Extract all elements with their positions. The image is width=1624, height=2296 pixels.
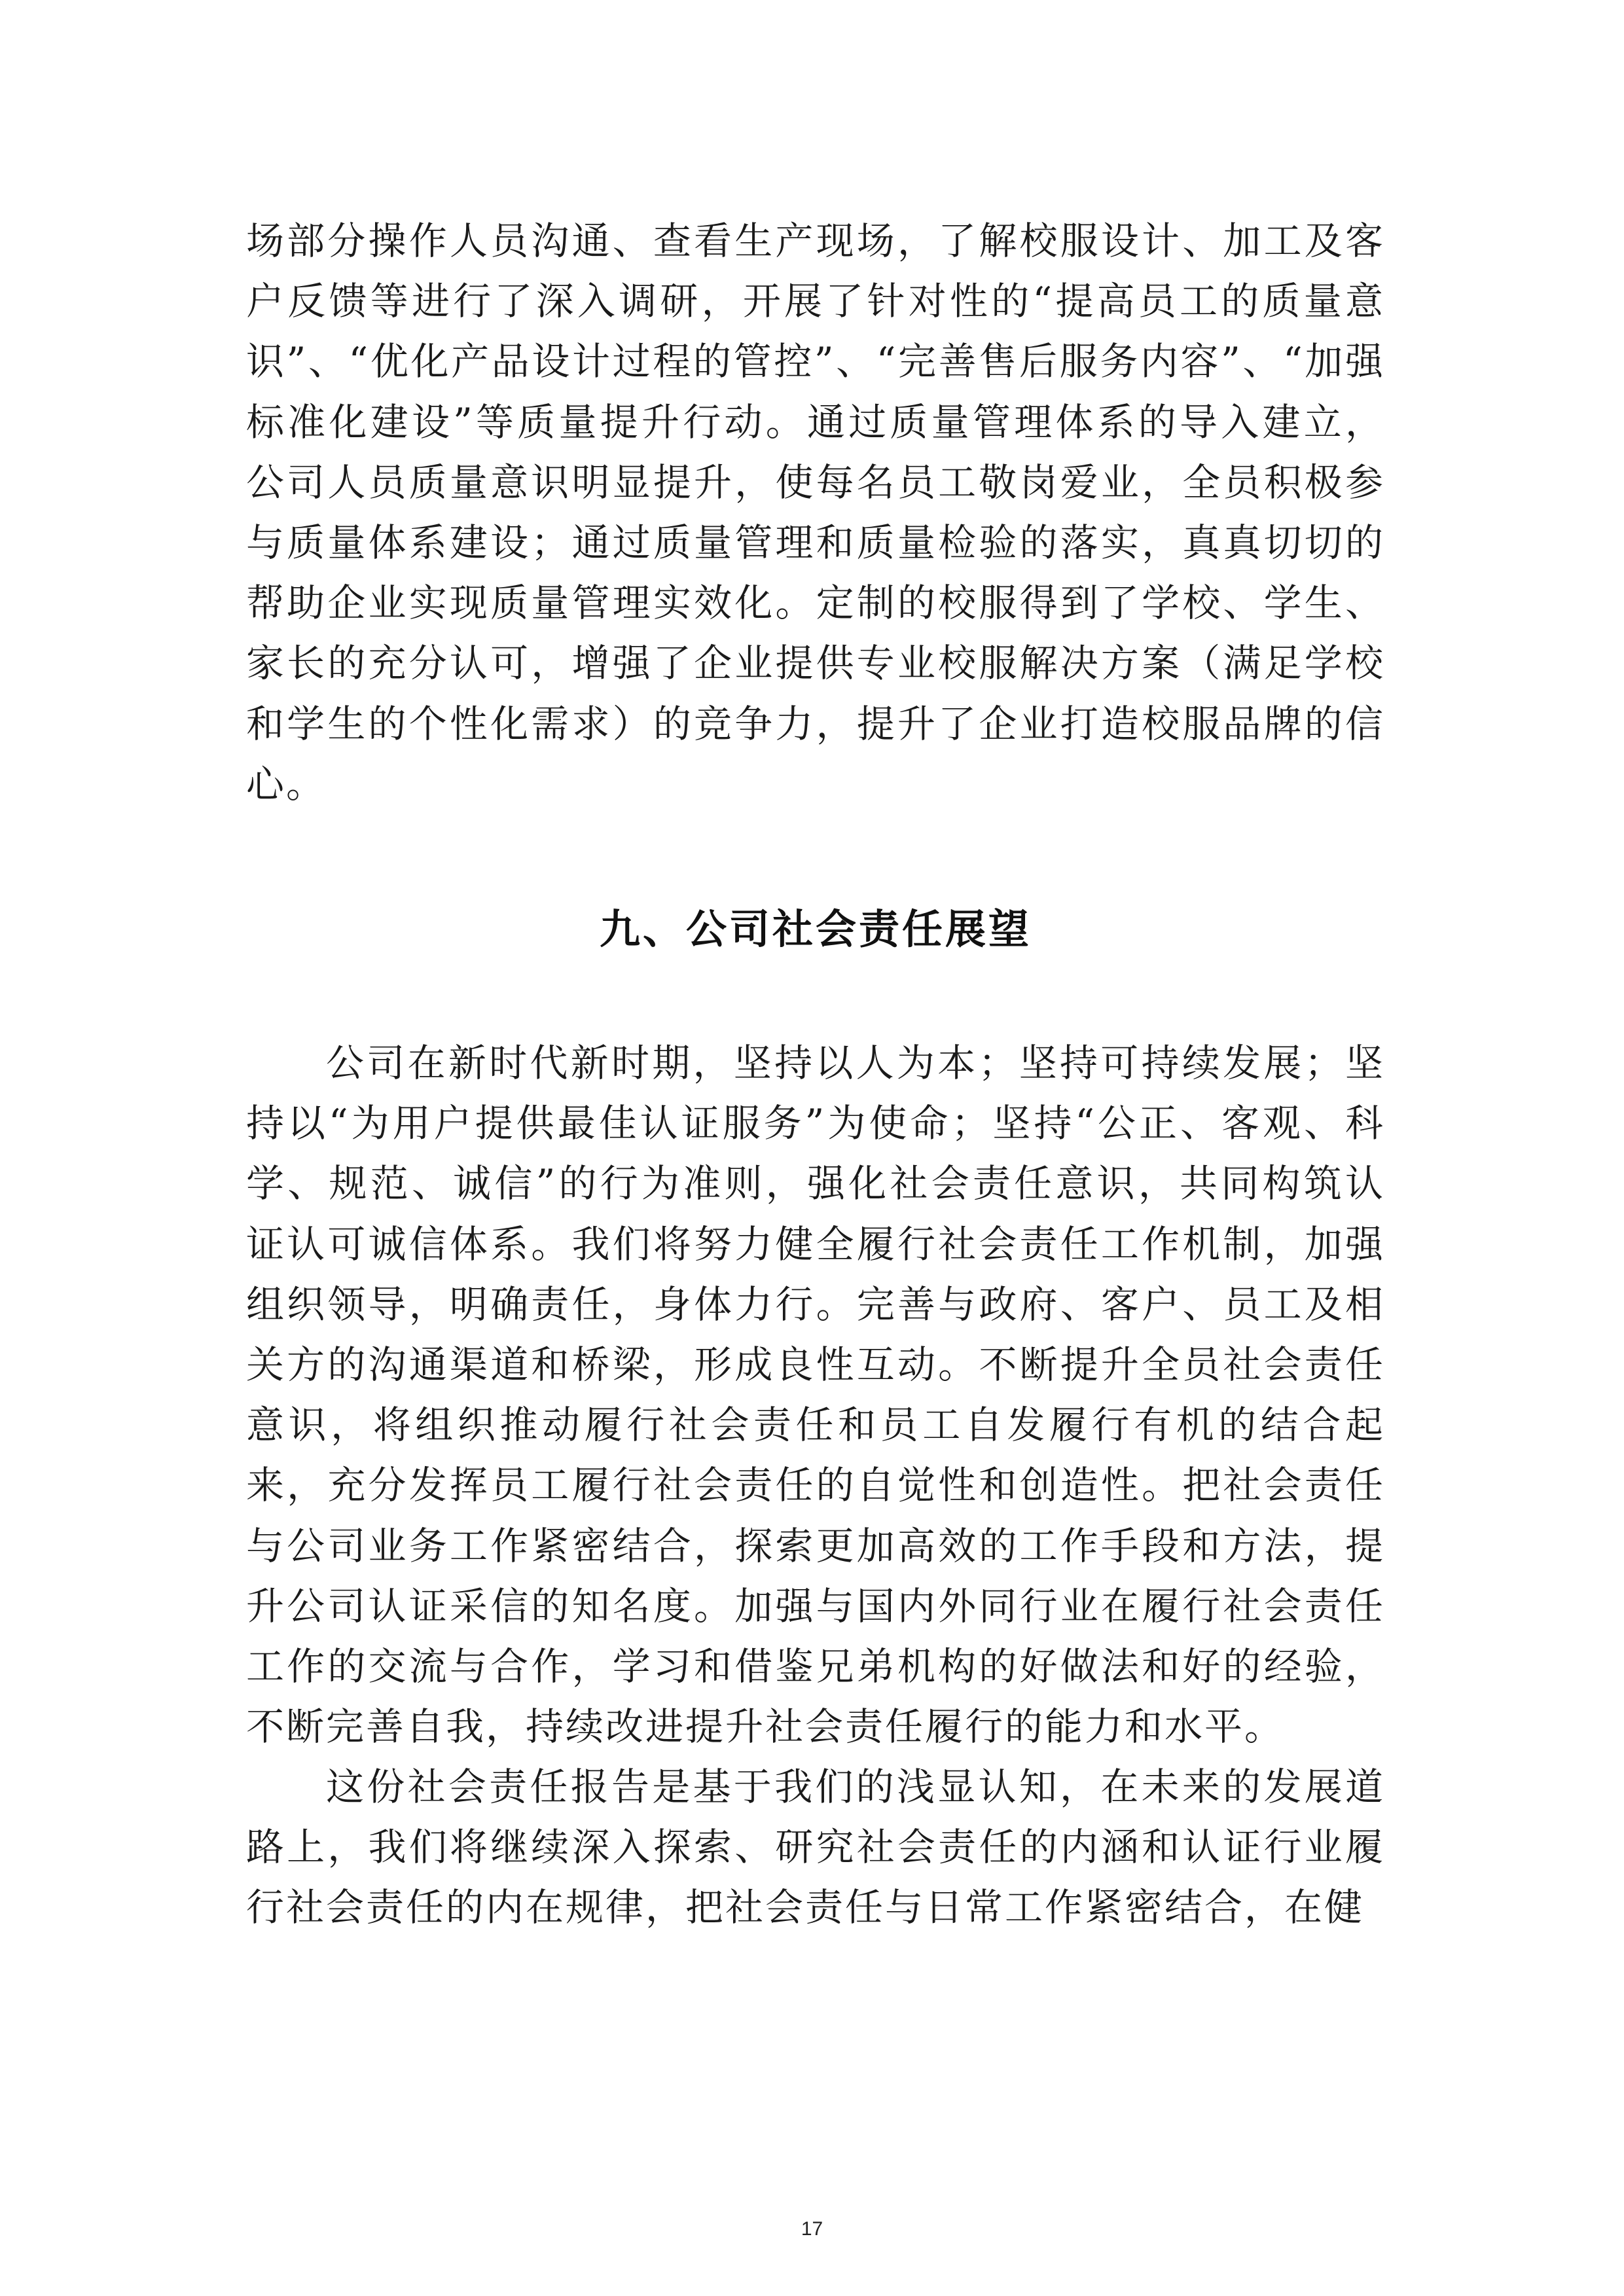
paragraph-text: 公司在新时代新时期，坚持以人为本；坚持可持续发展；坚持以“为用户提供最佳认证服务”为使命；坚持“公正、客观、科学、规范、诚信”的行为准则，强化社会责任意识，共同构筑认证认可诚信体系。我们将努力健全履行社会责任工作机制，加强组织领导，明确责任，身体力行。完善与政府、客户、员工及相关方的沟通渠道和桥梁，形成良性互动。不断提升全员社会责任意识，将组织推动履行社会责任和员工自发履行有机的结合起来，充分发挥员工履行社会责任的自觉性和创造性。把社会责任与公司业务工作紧密结合，探索更加高效的工作手段和方法，提升公司认证采信的知名度。加强与国内外同行业在履行社会责任工作的交流与合作，学习和借鉴兄弟机构的好做法和好的经验，不断完善自我，持续改进提升社会责任履行的能力和水平。 <box>246 1041 1385 1749</box>
paragraph-text: 这份社会责任报告是基于我们的浅显认知，在未来的发展道路上，我们将继续深入探索、研究社会责任的内涵和认证行业履行社会责任的内在规律，把社会责任与日常工作紧密结合，在健 <box>246 1765 1385 1930</box>
closing-paragraph <box>246 1757 1385 1938</box>
paragraph-text: 场部分操作人员沟通、查看生产现场，了解校服设计、加工及客户反馈等进行了深入调研，开展了针对性的“提高员工的质量意识”、“优化产品设计过程的管控”、“完善售后服务内容”、“加强标准化建设”等质量提升行动。通过质量管理体系的导入建立，公司人员质量意识明显提升，使每名员工敬岗爱业，全员积极参与质量体系建设；通过质量管理和质量检验的落实，真真切切的帮助企业实现质量管理实效化。定制的校服得到了学校、学生、家长的充分认可，增强了企业提供专业校服解决方案（满足学校和学生的个性化需求）的竞争力，提升了企业打造校服品牌的信心。 <box>246 219 1385 806</box>
section-heading: 九、公司社会责任展望 <box>599 905 1032 953</box>
outlook-paragraph <box>246 1033 1385 1757</box>
quality-improvement-paragraph <box>246 211 1385 814</box>
page-number: 17 <box>801 2218 823 2240</box>
